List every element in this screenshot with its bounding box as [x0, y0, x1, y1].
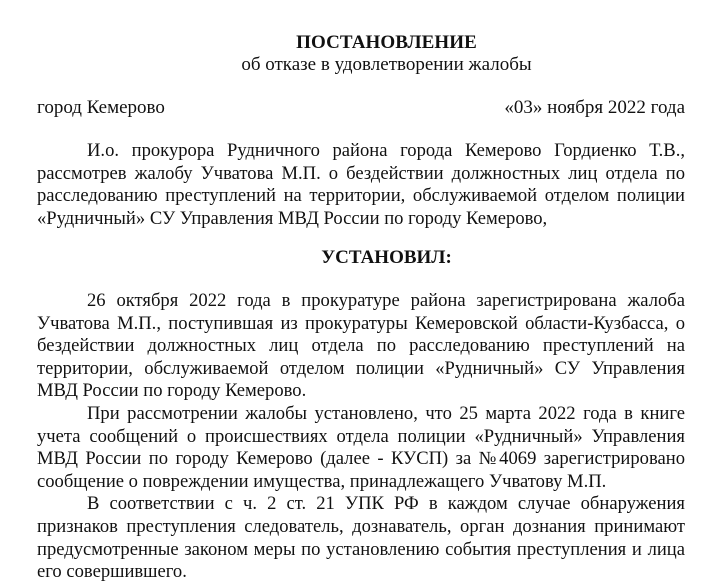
document-subtitle: об отказе в удовлетворении жалобы: [241, 54, 532, 75]
document-title: ПОСТАНОВЛЕНИЕ: [296, 32, 477, 53]
city: город Кемерово: [37, 97, 165, 118]
section-heading: УСТАНОВИЛ:: [321, 247, 452, 268]
paragraph-2: При рассмотрении жалобы установлено, что 25 марта 2022 года в книге учета сообщений о происшествиях отдела полиции «Рудничный» Управления МВД России по городу Кемерово (далее - КУСП) за №4069 зарегистрировано сообщение о повреждении имущества, принадлежащего Учватову М.П.: [37, 402, 685, 492]
place-date-line: [37, 96, 685, 120]
paragraph-1: 26 октября 2022 года в прокуратуре района зарегистрирована жалоба Учватова М.П., поступившая из прокуратуры Кемеровской области-Кузбасса, о бездействии должностных лиц отдела по расследованию преступлений на территории, обслуживаемой отделом полиции «Рудничный» СУ Управления МВД России по городу Кемерово.: [37, 290, 685, 402]
intro-paragraph: И.о. прокурора Рудничного района города Кемерово Гордиенко Т.В., рассмотрев жалобу Учватова М.П. о бездействии должностных лиц отдела по расследованию преступлений на территории, обслуживаемой отделом полиции «Рудничный» СУ Управления МВД России по городу Кемерово,: [37, 140, 685, 229]
intro-paragraph-block: [37, 140, 685, 230]
document-date: «03» ноября 2022 года: [504, 97, 685, 118]
main-text-block: [37, 290, 685, 584]
paragraph-3: В соответствии с ч. 2 ст. 21 УПК РФ в каждом случае обнаружения признаков преступления следователь, дознаватель, орган дознания принимают предусмотренные законом меры по установлению события преступления и лица его совершившего.: [37, 493, 685, 583]
